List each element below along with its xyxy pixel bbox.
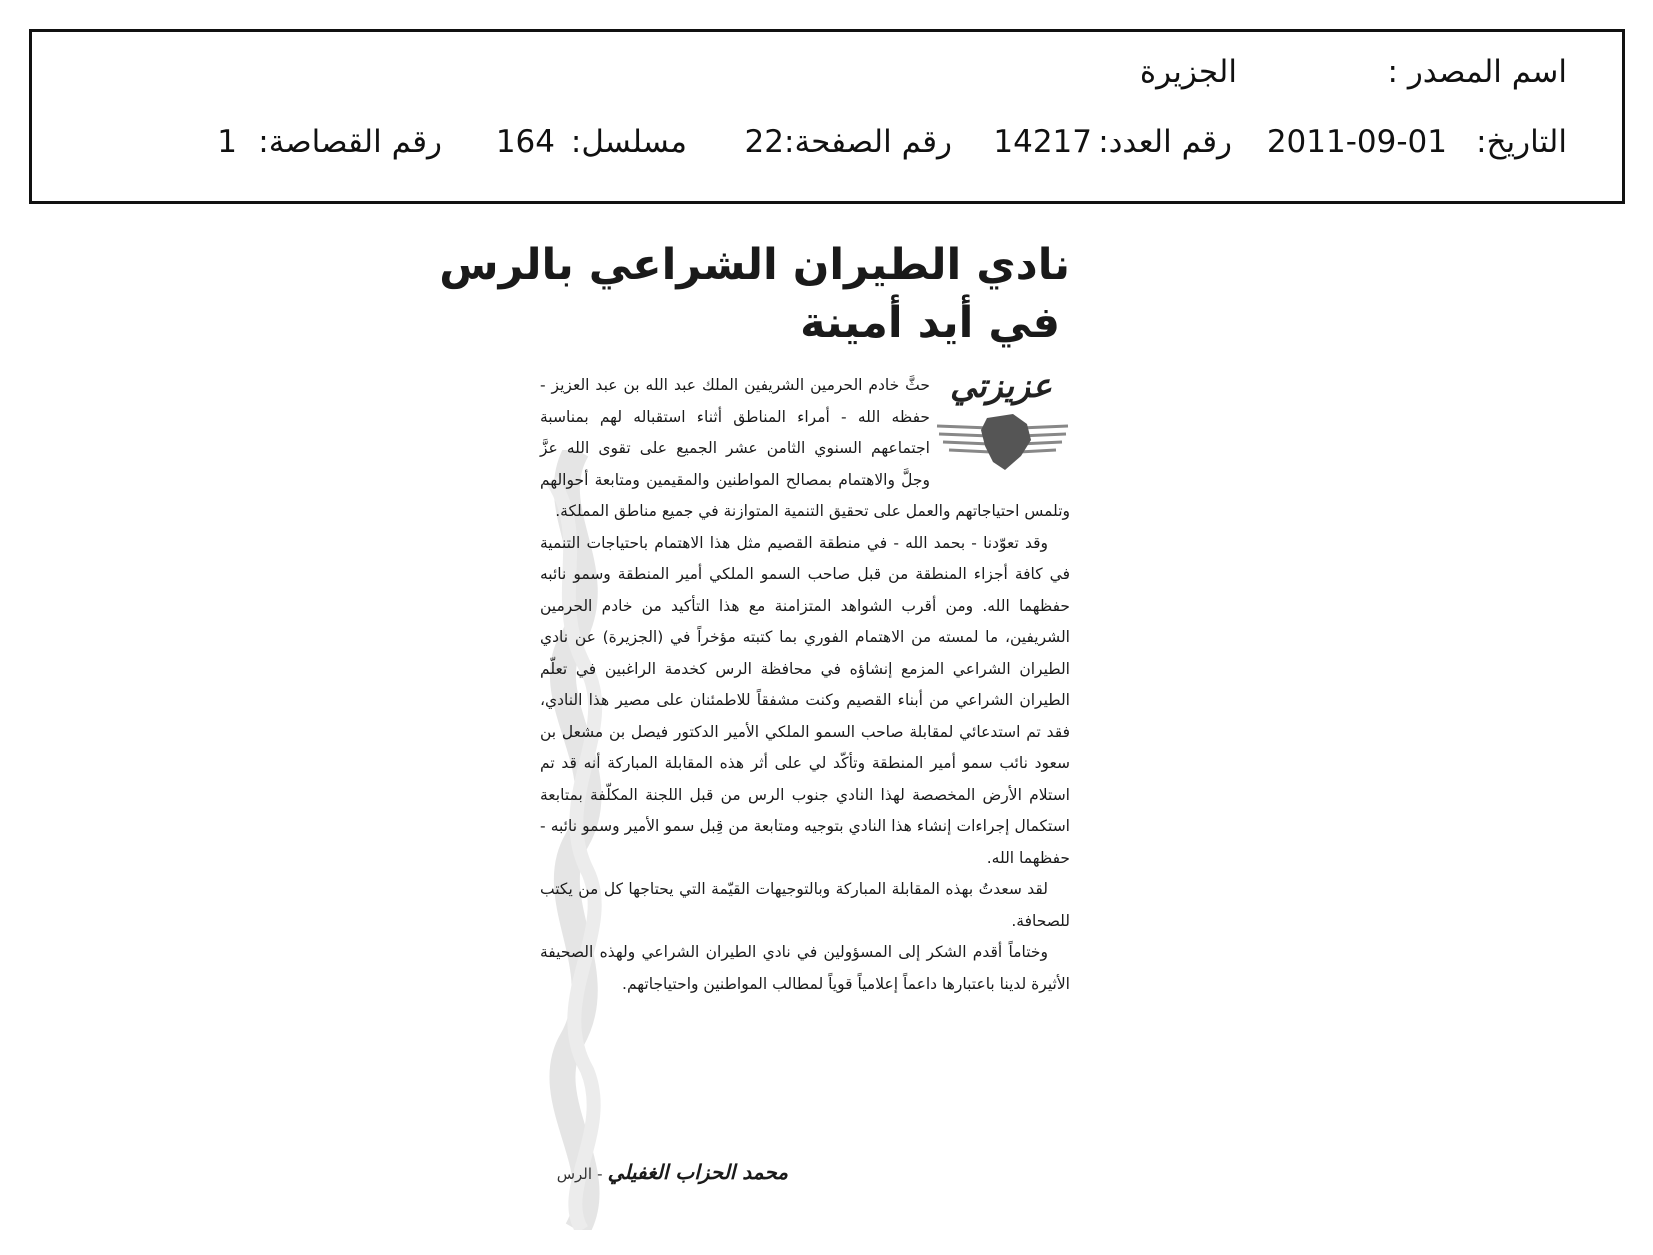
article-paragraph-4: وختاماً أقدم الشكر إلى المسؤولين في نادي الطيران الشراعي ولهذه الصحيفة الأثيرة لدينا باعتبارها داعماً إعلامياً قوياً لمطالب المواطنين واحتياجاتهم.	[540, 943, 1070, 993]
byline-city: الرس	[556, 1165, 593, 1183]
article-body	[540, 366, 1070, 1000]
page-value: 22	[744, 124, 784, 160]
source-value: الجزيرة	[1139, 54, 1237, 90]
issue-value: 14217	[993, 124, 1092, 160]
newspaper-article	[439, 240, 1078, 1240]
serial-label: مسلسل:	[570, 124, 687, 160]
article-paragraph-2: وقد تعوّدنا - بحمد الله - في منطقة القصيم مثل هذا الاهتمام باحتياجات التنمية في كافة أجزاء المنطقة من قبل صاحب السمو الملكي أمير المنطقة وسمو نائبه حفظهما الله. ومن أقرب الشواهد المتزامنة مع هذا التأكيد من خادم الحرمين الشريفين، ما لمسته من الاهتمام الفوري بما كتبته مؤخراً في (الجزيرة) عن نادي الطيران الشراعي المزمع إنشاؤه في محافظة الرس كخدمة الراغبين في تعلّم الطيران الشراعي من أبناء القصيم وكنت مشفقاً للاطمئنان على مصير هذا النادي، فقد تم استدعائي لمقابلة صاحب السمو الملكي الأمير الدكتور فيصل بن مشعل بن سعود نائب سمو أمير المنطقة وتأكّد لي على أثر هذه المقابلة المباركة أنه قد تم استلام الأرض المخصصة لهذا النادي جنوب الرس من قبل اللجنة المكلّفة بمتابعة استكمال إجراءات إنشاء هذا النادي بتوجيه ومتابعة من قِبل سمو الأمير وسمو نائبه - حفظهما الله.	[540, 533, 1070, 867]
article-byline	[557, 1160, 788, 1184]
date-value: 2011-09-01	[1266, 124, 1447, 160]
saudi-map-wings-icon	[935, 412, 1070, 474]
source-label: اسم المصدر :	[1387, 54, 1567, 90]
article-title-line2: في أيد أمينة	[800, 298, 1060, 348]
clipping-label: رقم القصاصة:	[258, 124, 442, 160]
serial-value: 164	[495, 124, 555, 160]
article-paragraph-1: حثَّ خادم الحرمين الشريفين الملك عبد الله بن عبد العزيز - حفظه الله - أمراء المناطق أثناء استقباله لهم بمناسبة اجتماعهم السنوي الثامن عشر الجميع على تقوى الله عزَّ وجلَّ والاهتمام بمصالح المواطنين والمقيمين ومتابعة أحوالهم وتلمس احتياجاتهم والعمل على تحقيق التنمية المتوازنة في جميع مناطق المملكة.	[540, 376, 1070, 520]
clipping-value: 1	[217, 124, 237, 160]
date-label: التاريخ:	[1476, 124, 1567, 160]
column-logo	[930, 366, 1070, 480]
article-paragraph-3: لقد سعدتُ بهذه المقابلة المباركة وبالتوجيهات القيّمة التي يحتاجها كل من يكتب للصحافة.	[540, 880, 1070, 930]
column-logo-text: عزيزتي	[950, 366, 1052, 405]
article-title-line1: نادي الطيران الشراعي بالرس	[439, 240, 1070, 290]
page-label: رقم الصفحة:	[784, 124, 952, 160]
issue-label: رقم العدد:	[1098, 124, 1232, 160]
author-name: محمد الحزاب الغفيلي	[607, 1160, 788, 1184]
byline-separator: -	[597, 1165, 603, 1183]
clipping-header	[29, 29, 1625, 204]
